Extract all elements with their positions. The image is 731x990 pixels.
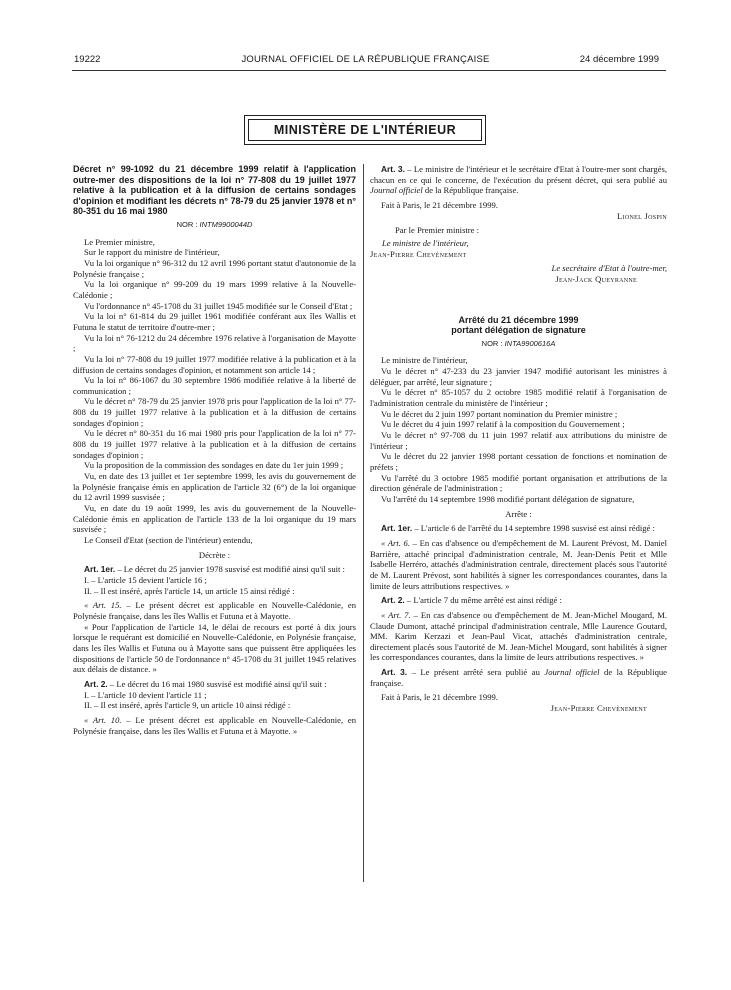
secretary-name: Jean-Jack Queyranne bbox=[555, 273, 637, 284]
arrete-article-3 bbox=[370, 667, 667, 688]
spacer bbox=[370, 285, 667, 315]
visa-line: Vu le décret du 22 janvier 1998 portant cessation de fonctions et nomination de préfets ; bbox=[370, 451, 667, 472]
visa-line: Vu l'arrêté du 3 octobre 1985 modifié portant organisation et attributions de la direction générale de l'administration ; bbox=[370, 472, 667, 494]
article-label: Art. 3. bbox=[381, 667, 408, 678]
visa-line: Vu la loi n° 61-814 du 29 juillet 1961 modifiée conférant aux îles Wallis et Futuna le statut de territoire d'outre-mer ; bbox=[73, 311, 356, 332]
arrete-word: Arrête : bbox=[505, 508, 532, 519]
article-text: – Le ministre de l'intérieur et le secrétaire d'Etat à l'outre-mer sont chargés, chacun en ce qui le concerne, de l'exécution du présent décret, qui sera publié au bbox=[370, 164, 667, 185]
arrete-article-2 bbox=[370, 595, 667, 606]
issue-date: 24 décembre 1999 bbox=[579, 54, 659, 65]
journal-title: JOURNAL OFFICIEL DE LA RÉPUBLIQUE FRANÇAISE bbox=[241, 54, 490, 65]
article-label: Art. 2. bbox=[84, 678, 108, 689]
article-text-end: de la République française. bbox=[422, 185, 519, 196]
visa-line: Vu le décret n° 85-1057 du 2 octobre 1985 modifié relatif à l'organisation de l'administration centrale du ministère de l'intérieur ; bbox=[370, 387, 667, 409]
quoted-article-label: « Art. 15. bbox=[84, 600, 122, 611]
nor-code: INTA9900616A bbox=[504, 338, 556, 348]
nor-label: NOR : bbox=[481, 338, 505, 348]
quoted-article-15-paragraph: « Pour l'application de l'article 14, le délai de recours est porté à dix jours lorsque le requérant est domicilié en Nouvelle-Calédonie, en Polynésie française, dans les îles Wallis et Futuna ou à Mayotte sans que puissent être appliquées les dispositions de l'article 50 de l'ordonnance n° 45-1708 du 31 juillet 1945 relatives aux délais de distance. » bbox=[73, 621, 356, 675]
article-3 bbox=[370, 164, 667, 196]
visa-line: Sur le rapport du ministre de l'intérieur, bbox=[84, 247, 220, 258]
article-1 bbox=[73, 564, 356, 575]
article-label: Art. 1er. bbox=[84, 564, 116, 575]
right-column bbox=[370, 164, 667, 714]
quoted-article-6 bbox=[370, 538, 667, 591]
visa-line: Vu le décret n° 97-708 du 11 juin 1997 relatif aux attributions du ministre de l'intérieur ; bbox=[370, 430, 667, 451]
visa-line: Vu l'arrêté du 14 septembre 1998 modifié portant délégation de signature, bbox=[381, 493, 635, 504]
article-2-item-ii: II. – Il est inséré, après l'article 9, un article 10 ainsi rédigé : bbox=[84, 700, 291, 711]
quoted-article-15 bbox=[73, 600, 356, 621]
article-label: Art. 1er. bbox=[381, 523, 413, 534]
quoted-article-label: « Art. 10. bbox=[84, 714, 122, 725]
decree-title: Décret n° 99-1092 du 21 décembre 1999 relatif à l'application outre-mer des dispositions de la loi n° 77-808 du 19 juillet 1977 relative à la publication et à la diffusion de certains sondages d'opinion et modifiant les décrets n° 78-79 du 25 janvier 1978 et n° 80-351 du 16 mai 1980 bbox=[73, 164, 356, 217]
article-1-item-i: I. – L'article 15 devient l'article 16 ; bbox=[84, 574, 207, 585]
decree-nor bbox=[73, 220, 356, 231]
minister-title: Le ministre de l'intérieur, bbox=[382, 237, 469, 248]
visa-line: Le ministre de l'intérieur, bbox=[381, 355, 468, 366]
ministry-title: MINISTÈRE DE L'INTÉRIEUR bbox=[248, 119, 482, 141]
visa-line: Vu le décret n° 78-79 du 25 janvier 1978 pris pour l'application de la loi n° 77-808 du 19 juillet 1977 relative à la publication et à la diffusion de certains sondages d'opinion ; bbox=[73, 396, 356, 428]
quoted-article-text: – Le présent décret est applicable en Nouvelle-Calédonie, en Polynésie française, dans les îles Wallis et Futuna et à Mayotte. » bbox=[73, 714, 357, 736]
visa-line: Vu la loi n° 76-1212 du 24 décembre 1976 relative à l'organisation de Mayotte ; bbox=[73, 332, 356, 354]
visa-line: Vu, en date du 19 août 1999, les avis du gouvernement de la Nouvelle-Calédonie émis en application de l'article 133 de la loi organique du 19 mars susvisée ; bbox=[73, 503, 356, 535]
visa-line: Vu la loi organique n° 96-312 du 12 avril 1996 portant statut d'autonomie de la Polynésie française ; bbox=[73, 257, 356, 279]
visa-line: Le Conseil d'Etat (section de l'intérieur) entendu, bbox=[84, 535, 253, 545]
visa-line: Le Premier ministre, bbox=[84, 236, 155, 247]
article-text-end: de la République française. bbox=[370, 667, 667, 688]
article-text: – L'article 7 du même arrêté est ainsi rédigé : bbox=[404, 595, 562, 606]
journal-reference: Journal officiel bbox=[544, 667, 600, 678]
decrete-word: Décrète : bbox=[198, 549, 231, 560]
quoted-article-text: – En cas d'absence ou d'empêchement de M. Laurent Prévost, M. Daniel Barrière, attaché principal d'administration centrale, M. Jean-Denis Petit et Mlle Isabelle Herréro, attachés d'administration centrale, directement placés sous l'autorité de M. Laurent Prévost, sont habilités à signer les correspondances courantes, dans la limite de leurs attributions respectives. » bbox=[370, 537, 668, 591]
quoted-article-label: « Art. 6. bbox=[381, 537, 411, 548]
arrete-title-line-2: portant délégation de signature bbox=[451, 325, 586, 336]
header-rule bbox=[72, 70, 666, 71]
par-premier-ministre: Par le Premier ministre : bbox=[395, 225, 480, 236]
quoted-article-7 bbox=[370, 610, 667, 663]
article-text: – L'article 6 de l'arrêté du 14 septembre 1998 susvisé est ainsi rédigé : bbox=[412, 523, 655, 534]
page-number: 19222 bbox=[74, 54, 101, 65]
done-at-paris: Fait à Paris, le 21 décembre 1999. bbox=[381, 692, 498, 703]
visa-line: Vu le décret n° 80-351 du 16 mai 1980 pris pour l'application de la loi n° 77-808 du 19 juillet 1977 relative à la publication et à la diffusion de certains sondages d'opinion ; bbox=[73, 428, 356, 460]
arrete-article-1 bbox=[370, 523, 667, 534]
arrete-title-line-1: Arrêté du 21 décembre 1999 bbox=[458, 314, 579, 325]
left-column bbox=[73, 164, 356, 736]
visa-line: Vu la proposition de la commission des sondages en date du 1er juin 1999 ; bbox=[84, 460, 344, 471]
article-text: – Le décret du 16 mai 1980 susvisé est modifié ainsi qu'il suit : bbox=[107, 678, 327, 689]
done-at-paris: Fait à Paris, le 21 décembre 1999. bbox=[381, 199, 498, 210]
signature-minister: Jean-Pierre Chevènement bbox=[550, 703, 647, 714]
article-label: Art. 2. bbox=[381, 595, 405, 606]
article-1-item-ii: II. – Il est inséré, après l'article 14, un article 15 ainsi rédigé : bbox=[84, 585, 295, 596]
quoted-article-text: – En cas d'absence ou d'empêchement de M. Jean-Michel Mougard, M. Claude Dumont, attaché principal d'administration centrale, Mlle Laurence Goutard, MM. Karim Kerzazi et Jean-Paul Vicat, attachés d'administration centrale, directement placés sous l'autorité de M. Jean-Michel Mougard, sont habilités à signer les correspondances courantes, dans la limite de leurs attributions respectives. » bbox=[370, 609, 668, 663]
article-text: – Le décret du 25 janvier 1978 susvisé est modifié ainsi qu'il suit : bbox=[115, 564, 345, 575]
article-label: Art. 3. bbox=[381, 164, 405, 174]
visa-line: Vu la loi organique n° 99-209 du 19 mars 1999 relative à la Nouvelle-Calédonie ; bbox=[73, 279, 356, 300]
article-text: – Le présent arrêté sera publié au bbox=[407, 667, 545, 678]
quoted-article-10 bbox=[73, 715, 356, 736]
signature-pm: Lionel Jospin bbox=[617, 210, 667, 221]
secretary-title: Le secrétaire d'Etat à l'outre-mer, bbox=[551, 263, 667, 274]
journal-reference: Journal officiel bbox=[370, 185, 423, 196]
column-divider bbox=[363, 164, 364, 882]
arrete-nor bbox=[370, 339, 667, 350]
visa-line: Vu le décret n° 47-233 du 23 janvier 1947 modifié autorisant les ministres à déléguer, par arrêté, leur signature ; bbox=[370, 366, 667, 387]
visa-line: Vu la loi n° 77-808 du 19 juillet 1977 modifiée relative à la publication et à la diffusion de certains sondages d'opinion, et notamment son article 14 ; bbox=[73, 353, 356, 375]
article-2-item-i: I. – L'article 10 devient l'article 11 ; bbox=[84, 689, 207, 700]
visa-line: Vu, en date des 13 juillet et 1er septembre 1999, les avis du gouvernement de la Polynésie française émis en application de l'article 32 (6°) de la loi organique du 12 avril 1999 susvisée ; bbox=[73, 471, 356, 503]
visa-line: Vu l'ordonnance n° 45-1708 du 31 juillet 1945 modifiée sur le Conseil d'Etat ; bbox=[84, 300, 353, 311]
article-2 bbox=[73, 679, 356, 690]
ministry-box bbox=[244, 115, 486, 145]
quoted-article-text: – Le présent décret est applicable en Nouvelle-Calédonie, en Polynésie française, dans les îles Wallis et Futuna et à Mayotte. bbox=[73, 600, 357, 621]
quoted-article-label: « Art. 7. bbox=[381, 609, 411, 620]
nor-code: INTM9900044D bbox=[199, 219, 253, 229]
page-header bbox=[0, 54, 731, 68]
minister-name: Jean-Pierre Chevènement bbox=[370, 248, 467, 259]
visa-line: Vu la loi n° 86-1067 du 30 septembre 1986 modifiée relative à la liberté de communication ; bbox=[73, 375, 356, 396]
visa-line: Vu le décret du 2 juin 1997 portant nomination du Premier ministre ; bbox=[381, 408, 618, 419]
visa-line: Vu le décret du 4 juin 1997 relatif à la composition du Gouvernement ; bbox=[381, 419, 625, 430]
nor-label: NOR : bbox=[176, 219, 200, 229]
